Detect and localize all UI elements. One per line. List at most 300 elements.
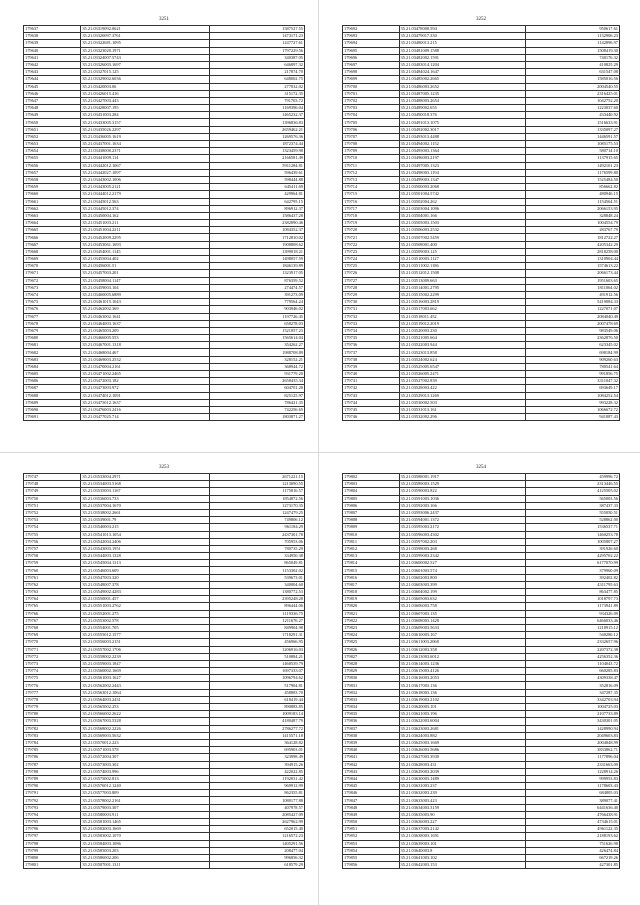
table-row <box>24 112 305 119</box>
account-code-cell: 35.21.03323020.1971 <box>81 47 209 54</box>
table-row <box>24 33 305 40</box>
table-row <box>24 306 305 313</box>
account-code-cell: 35.21.03548007.378 <box>81 581 209 588</box>
account-code-cell: 35.21.03514001.2795 <box>399 284 525 291</box>
record-number-cell: 179830 <box>343 675 400 682</box>
amount-cell: 1712810.02 <box>209 234 305 241</box>
record-number-cell: 179850 <box>343 819 400 826</box>
table-row <box>343 474 620 481</box>
account-code-cell: 35.21.03510003.1127 <box>399 256 525 263</box>
record-number-cell: 179732 <box>343 313 400 320</box>
account-code-cell: 35.21.03329002.6036 <box>81 76 209 83</box>
account-code-cell: 35.21.03442012.1067 <box>81 162 209 169</box>
account-code-cell: 35.21.03326003.1697 <box>81 61 209 68</box>
table-row <box>24 155 305 162</box>
amount-cell: 1988708.89 <box>209 349 305 356</box>
record-number-cell: 179744 <box>343 399 400 406</box>
account-code-cell: 35.21.03426015.416 <box>81 90 209 97</box>
amount-cell: 623345.02 <box>525 342 619 349</box>
table-row <box>343 833 620 840</box>
amount-cell: 786421.35 <box>209 399 305 406</box>
amount-cell: 5911284.81 <box>209 162 305 169</box>
table-row <box>343 141 620 148</box>
table-row <box>24 133 305 140</box>
account-code-cell: 35.21.03475012.1637 <box>81 399 209 406</box>
record-number-cell: 179752 <box>24 509 81 516</box>
account-code-cell: 35.21.03322681.1095 <box>81 40 209 47</box>
table-row <box>343 133 620 140</box>
table-row <box>24 212 305 219</box>
table-row <box>343 342 620 349</box>
account-code-cell: 35.21.03642003.153 <box>399 862 525 869</box>
amount-cell: 1132906.23 <box>525 33 619 40</box>
account-code-cell: 35.21.03549002.4283 <box>81 589 209 596</box>
record-number-cell: 179735 <box>343 335 400 342</box>
table-row <box>24 847 305 854</box>
record-number-cell: 179756 <box>24 538 81 545</box>
account-code-cell: 35.21.03518011.452 <box>399 313 525 320</box>
amount-cell: 1803871.27 <box>209 414 305 421</box>
account-code-cell: 35.21.03578002.2161 <box>81 797 209 804</box>
table-row <box>343 502 620 509</box>
account-code-cell: 35.21.03587001.1311 <box>81 862 209 869</box>
table-row <box>343 675 620 682</box>
amount-cell: 1004725.03 <box>525 704 619 711</box>
record-number-cell: 179749 <box>24 488 81 495</box>
table-row <box>343 553 620 560</box>
account-code-cell: 35.21.03534003.5168 <box>81 481 209 488</box>
record-number-cell: 179729 <box>343 291 400 298</box>
amount-cell: 779564.24 <box>209 299 305 306</box>
amount-cell: 1227071.07 <box>525 306 619 313</box>
table-row <box>24 198 305 205</box>
account-code-cell: 35.21.03568002.2226 <box>81 725 209 732</box>
record-number-cell: 179844 <box>343 775 400 782</box>
account-code-cell: 35.21.03458004.1147 <box>81 277 209 284</box>
table-row <box>24 747 305 754</box>
table-row <box>343 406 620 413</box>
amount-cell: 1812722.27 <box>525 234 619 241</box>
amount-cell: 565003.56 <box>525 495 619 502</box>
records-table <box>342 25 620 421</box>
table-row <box>24 696 305 703</box>
record-number-cell: 179723 <box>343 248 400 255</box>
amount-cell: 1173941.89 <box>525 603 619 610</box>
record-number-cell: 179753 <box>24 517 81 524</box>
account-code-cell: 35.21.03637003.2142 <box>399 826 525 833</box>
record-number-cell: 179809 <box>343 524 400 531</box>
record-number-cell: 179667 <box>24 241 81 248</box>
record-number-cell: 179781 <box>24 718 81 725</box>
record-number-cell: 179825 <box>343 639 400 646</box>
record-number-cell: 179654 <box>24 148 81 155</box>
amount-cell: 618579.29 <box>209 862 305 869</box>
amount-cell: 340004.60 <box>209 581 305 588</box>
table-row <box>343 696 620 703</box>
record-number-cell: 179638 <box>24 33 81 40</box>
table-row <box>24 682 305 689</box>
table-row <box>343 660 620 667</box>
record-number-cell: 179768 <box>24 624 81 631</box>
record-number-cell: 179773 <box>24 660 81 667</box>
account-code-cell: 35.21.03611003.2068 <box>399 639 525 646</box>
amount-cell: 422022.85 <box>209 768 305 775</box>
amount-cell: 1169396.04 <box>209 105 305 112</box>
amount-cell: 1137915.65 <box>525 155 619 162</box>
amount-cell: 3833862.71 <box>525 747 619 754</box>
account-code-cell: 35.21.03509003.125 <box>399 248 525 255</box>
amount-cell: 433440.92 <box>525 112 619 119</box>
record-number-cell: 179702 <box>343 97 400 104</box>
account-code-cell: 35.21.03584003.1086 <box>81 840 209 847</box>
amount-cell: 1153302.02 <box>209 567 305 574</box>
amount-cell: 1396836.83 <box>209 119 305 126</box>
record-number-cell: 179808 <box>343 517 400 524</box>
amount-cell: 4311795.63 <box>525 581 619 588</box>
amount-cell: 1951603.65 <box>525 277 619 284</box>
table-row <box>343 682 620 689</box>
amount-cell: 459996.72 <box>525 474 619 481</box>
table-row <box>343 775 620 782</box>
record-number-cell: 179720 <box>343 227 400 234</box>
amount-cell: 1175816.57 <box>209 488 305 495</box>
table-row <box>343 284 620 291</box>
table-row <box>24 689 305 696</box>
record-number-cell: 179846 <box>343 790 400 797</box>
table-row <box>24 378 305 385</box>
amount-cell: 2007478.69 <box>525 320 619 327</box>
record-number-cell: 179734 <box>343 327 400 334</box>
record-number-cell: 179668 <box>24 248 81 255</box>
account-code-cell: 35.21.03540003.215 <box>81 524 209 531</box>
amount-cell: 863477.85 <box>525 589 619 596</box>
record-number-cell: 179754 <box>24 524 81 531</box>
table-row <box>24 148 305 155</box>
record-number-cell: 179795 <box>24 819 81 826</box>
record-number-cell: 179742 <box>343 385 400 392</box>
table-row <box>24 617 305 624</box>
record-number-cell: 179824 <box>343 632 400 639</box>
record-number-cell: 179680 <box>24 335 81 342</box>
record-number-cell: 179780 <box>24 711 81 718</box>
account-code-cell: 35.21.03488003.2654 <box>399 97 525 104</box>
amount-cell: 2166581.49 <box>209 155 305 162</box>
table-row <box>343 689 620 696</box>
account-code-cell: 35.21.03605003.632 <box>399 596 525 603</box>
record-number-cell: 179706 <box>343 126 400 133</box>
amount-cell: 1585016.56 <box>525 76 619 83</box>
table-row <box>24 248 305 255</box>
record-number-cell: 179802 <box>343 474 400 481</box>
table-row <box>343 517 620 524</box>
table-row <box>343 668 620 675</box>
table-row <box>24 141 305 148</box>
amount-cell: 2085427.09 <box>209 811 305 818</box>
account-code-cell: 35.21.03554001.705 <box>81 624 209 631</box>
record-number-cell: 179741 <box>343 378 400 385</box>
amount-cell: 1273170.35 <box>209 502 305 509</box>
account-code-cell: 35.21.03491013.1075 <box>399 119 525 126</box>
record-number-cell: 179839 <box>343 739 400 746</box>
account-code-cell: 35.21.03327015.125 <box>81 69 209 76</box>
table-row <box>343 754 620 761</box>
account-code-cell: 35.21.03507002.5459 <box>399 234 525 241</box>
table-row <box>343 574 620 581</box>
account-code-cell: 35.21.03598003.268 <box>399 545 525 552</box>
record-number-cell: 179737 <box>343 349 400 356</box>
record-number-cell: 179771 <box>24 646 81 653</box>
amount-cell: 2362876.50 <box>525 335 619 342</box>
account-code-cell: 35.21.03621003.196 <box>399 711 525 718</box>
record-number-cell: 179793 <box>24 804 81 811</box>
amount-cell: 540286.12 <box>525 632 619 639</box>
account-code-cell: 35.21.03465003.209 <box>81 327 209 334</box>
account-code-cell: 35.21.03481009.1588 <box>399 47 525 54</box>
account-code-cell: 35.21.03455004.402 <box>81 256 209 263</box>
amount-cell: 1176599.80 <box>525 169 619 176</box>
account-code-cell: 35.21.03324007.5743 <box>81 54 209 61</box>
record-number-cell: 179852 <box>343 833 400 840</box>
table-row <box>343 747 620 754</box>
account-code-cell: 35.21.03444012.2179 <box>81 191 209 198</box>
record-number-cell: 179789 <box>24 775 81 782</box>
table-row <box>24 531 305 538</box>
amount-cell: 1192031.42 <box>209 775 305 782</box>
account-code-cell: 35.21.03467001.1318 <box>81 342 209 349</box>
account-code-cell: 35.21.03527002.839 <box>399 378 525 385</box>
amount-cell: 1211676.27 <box>209 617 305 624</box>
table-row <box>24 833 305 840</box>
table-row <box>343 819 620 826</box>
account-code-cell: 35.21.03521005.664 <box>399 335 525 342</box>
record-number-cell: 179679 <box>24 327 81 334</box>
table-row <box>343 632 620 639</box>
record-number-cell: 179698 <box>343 69 400 76</box>
record-number-cell: 179686 <box>24 378 81 385</box>
record-number-cell: 179840 <box>343 747 400 754</box>
record-number-cell: 179645 <box>24 83 81 90</box>
amount-cell: 648002.75 <box>209 76 305 83</box>
account-code-cell: 35.21.03431003.284 <box>81 112 209 119</box>
account-code-cell: 35.21.03537004.1670 <box>81 502 209 509</box>
record-number-cell: 179643 <box>24 69 81 76</box>
amount-cell: 698184.99 <box>525 349 619 356</box>
table-row <box>24 227 305 234</box>
table-row <box>24 356 305 363</box>
record-number-cell: 179841 <box>343 754 400 761</box>
account-code-cell: 35.21.03472003.182 <box>81 378 209 385</box>
table-row <box>24 502 305 509</box>
account-code-cell: 35.21.03471002.2465 <box>81 371 209 378</box>
amount-cell: 510884.21 <box>209 653 305 660</box>
record-number-cell: 179710 <box>343 155 400 162</box>
record-number-cell: 179670 <box>24 263 81 270</box>
record-number-cell: 179750 <box>24 495 81 502</box>
amount-cell: 2332657.96 <box>525 639 619 646</box>
account-code-cell: 35.21.03462002.369 <box>81 306 209 313</box>
record-number-cell: 179762 <box>24 581 81 588</box>
account-code-cell: 35.21.03580003.911 <box>81 811 209 818</box>
account-code-cell: 35.21.03437001.1634 <box>81 141 209 148</box>
account-code-cell: 35.21.03579003.307 <box>81 804 209 811</box>
amount-cell: 391926.60 <box>525 545 619 552</box>
amount-cell: 456966.95 <box>209 639 305 646</box>
record-number-cell: 179673 <box>24 284 81 291</box>
record-number-cell: 179653 <box>24 141 81 148</box>
record-number-cell: 179770 <box>24 639 81 646</box>
account-code-cell: 35.21.03582003.1669 <box>81 826 209 833</box>
amount-cell: 389077.41 <box>525 797 619 804</box>
table-row <box>343 704 620 711</box>
amount-cell: 896444.06 <box>209 603 305 610</box>
table-row <box>343 212 620 219</box>
amount-cell: 1178603.43 <box>525 783 619 790</box>
account-code-cell: 35.21.03492002.3017 <box>399 126 525 133</box>
record-number-cell: 179716 <box>343 198 400 205</box>
amount-cell: 6177070.99 <box>525 560 619 567</box>
account-code-cell: 35.21.03572004.307 <box>81 754 209 761</box>
record-number-cell: 179838 <box>343 732 400 739</box>
table-row <box>24 560 305 567</box>
account-code-cell: 35.21.03531013.161 <box>399 406 525 413</box>
record-number-cell: 179743 <box>343 392 400 399</box>
account-code-cell: 35.21.03618003.136 <box>399 689 525 696</box>
table-row <box>24 126 305 133</box>
record-number-cell: 179651 <box>24 126 81 133</box>
amount-cell: 2658435.34 <box>209 378 305 385</box>
amount-cell: 2818258.00 <box>525 248 619 255</box>
table-row <box>24 509 305 516</box>
record-number-cell: 179684 <box>24 363 81 370</box>
account-code-cell: 35.21.03597002.203 <box>399 538 525 545</box>
table-row <box>24 335 305 342</box>
amount-cell: 1223037.60 <box>525 105 619 112</box>
amount-cell: 4734615.01 <box>525 819 619 826</box>
record-number-cell: 179851 <box>343 826 400 833</box>
amount-cell: 392402.82 <box>525 574 619 581</box>
amount-cell: 2786277.72 <box>209 725 305 732</box>
table-row <box>343 169 620 176</box>
amount-cell: 1846139.89 <box>209 263 305 270</box>
account-code-cell: 35.21.03614003.1236 <box>399 660 525 667</box>
table-row <box>24 862 305 869</box>
table-row <box>24 675 305 682</box>
table-row <box>343 617 620 624</box>
account-code-cell: 35.21.03619003.2102 <box>399 696 525 703</box>
account-code-cell: 35.21.03457003.201 <box>81 270 209 277</box>
amount-cell: 347287.35 <box>525 689 619 696</box>
record-number-cell: 179730 <box>343 299 400 306</box>
account-code-cell: 35.21.03485002.2665 <box>399 76 525 83</box>
record-number-cell: 179775 <box>24 675 81 682</box>
amount-cell: 1797229.56 <box>209 47 305 54</box>
account-code-cell: 35.21.03529013.1269 <box>399 392 525 399</box>
table-row <box>24 718 305 725</box>
table-row <box>24 761 305 768</box>
amount-cell: 2107733.89 <box>525 711 619 718</box>
record-number-cell: 179845 <box>343 783 400 790</box>
record-number-cell: 179765 <box>24 603 81 610</box>
record-number-cell: 179674 <box>24 291 81 298</box>
record-number-cell: 179755 <box>24 531 81 538</box>
amount-cell: 931779.20 <box>209 371 305 378</box>
account-code-cell: 35.21.03628003.431 <box>399 761 525 768</box>
account-code-cell: 35.21.03556003.2151 <box>81 639 209 646</box>
amount-cell: 1335097.27 <box>525 126 619 133</box>
table-row <box>343 495 620 502</box>
amount-cell: 1811064.02 <box>525 284 619 291</box>
record-number-cell: 179854 <box>343 847 400 854</box>
record-number-cell: 179740 <box>343 371 400 378</box>
record-number-cell: 179639 <box>24 40 81 47</box>
table-row <box>343 191 620 198</box>
account-code-cell: 35.21.03615003.4126 <box>399 668 525 675</box>
account-code-cell: 35.21.03575002.813 <box>81 775 209 782</box>
table-row <box>24 83 305 90</box>
table-row <box>24 234 305 241</box>
record-number-cell: 179722 <box>343 241 400 248</box>
table-row <box>343 414 620 421</box>
account-code-cell: 35.21.03565002.253 <box>81 704 209 711</box>
record-number-cell: 179747 <box>24 474 81 481</box>
amount-cell: 4961122.35 <box>525 826 619 833</box>
account-code-cell: 35.21.03623003.2681 <box>399 725 525 732</box>
record-number-cell: 179642 <box>24 61 81 68</box>
amount-cell: 749806.12 <box>209 517 305 524</box>
account-code-cell: 35.21.03550001.457 <box>81 596 209 603</box>
record-number-cell: 179714 <box>343 184 400 191</box>
table-row <box>24 406 305 413</box>
record-number-cell: 179724 <box>343 256 400 263</box>
table-row <box>24 840 305 847</box>
table-row <box>343 291 620 298</box>
amount-cell: 1080177.88 <box>209 797 305 804</box>
amount-cell: 849904.98 <box>209 624 305 631</box>
record-number-cell: 179678 <box>24 320 81 327</box>
record-number-cell: 179738 <box>343 356 400 363</box>
record-number-cell: 179644 <box>24 76 81 83</box>
record-number-cell: 179837 <box>343 725 400 732</box>
table-row <box>343 854 620 861</box>
account-code-cell: 35.21.03591003.1036 <box>399 495 525 502</box>
amount-cell: 1446591.57 <box>525 133 619 140</box>
record-number-cell: 179853 <box>343 840 400 847</box>
table-row <box>343 603 620 610</box>
account-code-cell: 35.21.03495003.1364 <box>399 148 525 155</box>
table-row <box>24 790 305 797</box>
table-row <box>24 40 305 47</box>
amount-cell: 1104043.72 <box>525 660 619 667</box>
account-code-cell: 35.21.03590003.822 <box>399 488 525 495</box>
account-code-cell: 35.21.03542004.2406 <box>81 538 209 545</box>
record-number-cell: 179665 <box>24 227 81 234</box>
account-code-cell: 35.21.03479017.330 <box>399 33 525 40</box>
account-code-cell: 35.21.03483014.1204 <box>399 61 525 68</box>
table-row <box>343 40 620 47</box>
record-number-cell: 179834 <box>343 704 400 711</box>
table-row <box>24 517 305 524</box>
table-row <box>343 234 620 241</box>
amount-cell: 2188193.62 <box>525 833 619 840</box>
amount-cell: 1119336.75 <box>209 610 305 617</box>
account-code-cell: 35.21.03484024.1647 <box>399 69 525 76</box>
record-number-cell: 179663 <box>24 212 81 219</box>
account-code-cell: 35.21.03498003.1194 <box>399 169 525 176</box>
table-row <box>24 725 305 732</box>
amount-cell: 580714.10 <box>525 148 619 155</box>
account-code-cell: 35.21.03571003.578 <box>81 747 209 754</box>
account-code-cell: 35.21.03599003.2342 <box>399 553 525 560</box>
